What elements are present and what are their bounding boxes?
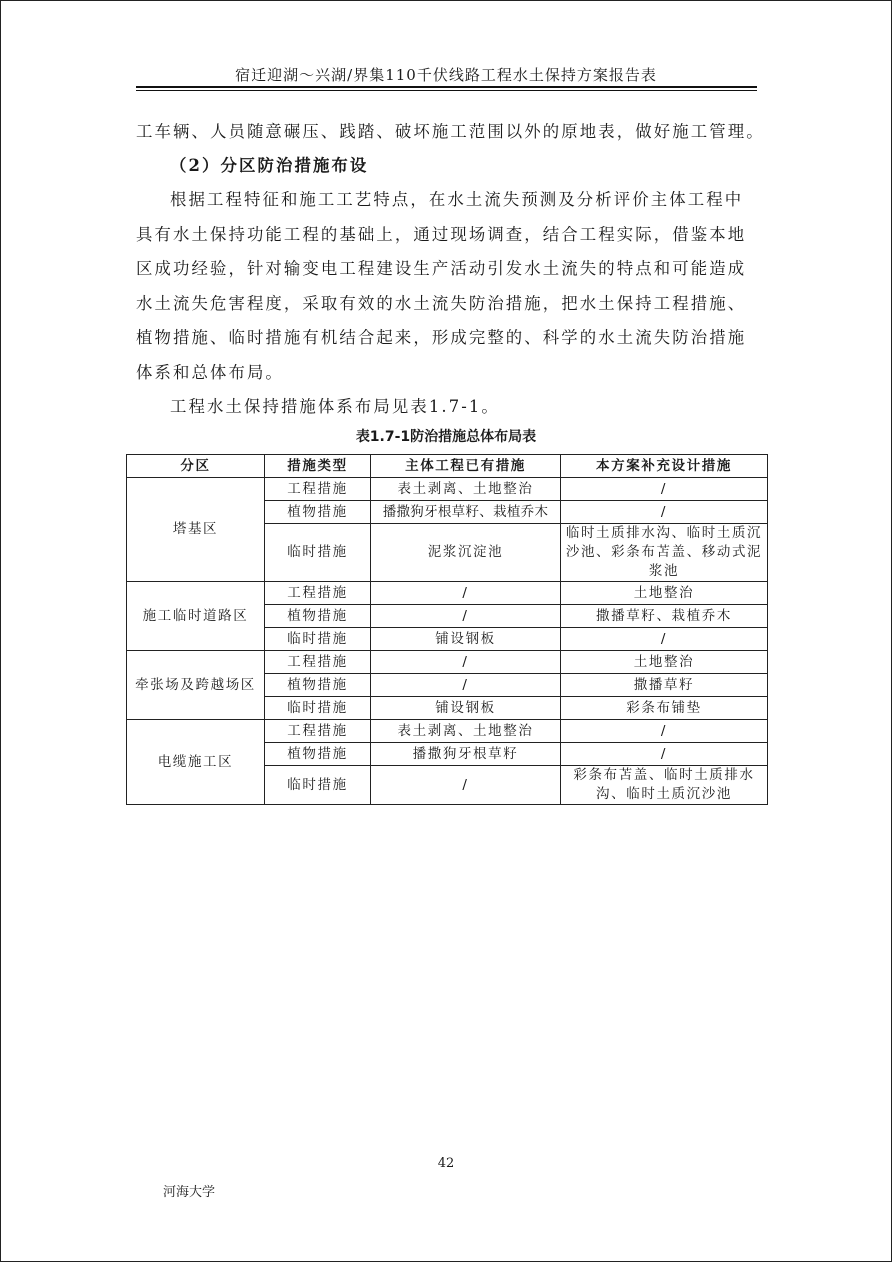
header-measure-type: 措施类型	[265, 455, 371, 478]
paragraph-line: 体系和总体布局。	[136, 363, 284, 382]
table-row	[127, 651, 768, 674]
existing-measure-cell: 播撒狗牙根草籽、栽植乔木	[371, 501, 561, 524]
zone-cell: 塔基区	[127, 478, 265, 582]
header-existing-measures: 主体工程已有措施	[371, 455, 561, 478]
supplement-measure-cell: 土地整治	[561, 582, 768, 605]
existing-measure-cell: /	[371, 605, 561, 628]
table-row	[127, 582, 768, 605]
existing-measure-cell: 铺设钢板	[371, 697, 561, 720]
supplement-measure-cell: 撒播草籽、栽植乔木	[561, 605, 768, 628]
document-header-title: 宿迁迎湖～兴湖/界集110千伏线路工程水土保持方案报告表	[235, 66, 657, 84]
existing-measure-cell: 泥浆沉淀池	[371, 524, 561, 582]
header-supplementary-measures: 本方案补充设计措施	[561, 455, 768, 478]
header-rule-thin	[136, 90, 757, 91]
measure-type-cell: 临时措施	[265, 524, 371, 582]
supplement-measure-cell: 撒播草籽	[561, 674, 768, 697]
measure-type-cell: 临时措施	[265, 628, 371, 651]
zone-cell: 电缆施工区	[127, 720, 265, 805]
existing-measure-cell: /	[371, 766, 561, 805]
supplement-measure-cell: 土地整治	[561, 651, 768, 674]
paragraph-line: 区成功经验，针对输变电工程建设生产活动引发水土流失的特点和可能造成	[136, 259, 747, 278]
supplement-measure-cell: 临时土质排水沟、临时土质沉沙池、彩条布苫盖、移动式泥浆池	[561, 524, 768, 582]
paragraph-line: 具有水土保持功能工程的基础上，通过现场调查，结合工程实际，借鉴本地	[136, 225, 747, 244]
page-number: 42	[437, 1156, 455, 1171]
supplement-measure-cell: /	[561, 720, 768, 743]
measure-type-cell: 工程措施	[265, 582, 371, 605]
zone-cell: 牵张场及跨越场区	[127, 651, 265, 720]
measure-type-cell: 植物措施	[265, 674, 371, 697]
supplement-measure-cell: 彩条布铺垫	[561, 697, 768, 720]
paragraph-line: 根据工程特征和施工工艺特点，在水土流失预测及分析评价主体工程中	[170, 190, 744, 209]
supplement-measure-cell: /	[561, 628, 768, 651]
header-zone: 分区	[127, 455, 265, 478]
zone-cell: 施工临时道路区	[127, 582, 265, 651]
measure-type-cell: 工程措施	[265, 651, 371, 674]
section-heading: （2）分区防治措施布设	[170, 156, 369, 175]
measures-layout-table	[126, 454, 768, 805]
supplement-measure-cell: /	[561, 478, 768, 501]
measure-type-cell: 工程措施	[265, 478, 371, 501]
supplement-measure-cell: /	[561, 501, 768, 524]
existing-measure-cell: 表土剥离、土地整治	[371, 478, 561, 501]
existing-measure-cell: 铺设钢板	[371, 628, 561, 651]
paragraph-line: 植物措施、临时措施有机结合起来，形成完整的、科学的水土流失防治措施	[136, 328, 747, 347]
existing-measure-cell: 表土剥离、土地整治	[371, 720, 561, 743]
measure-type-cell: 植物措施	[265, 501, 371, 524]
footer-organization: 河海大学	[163, 1185, 216, 1200]
header-rule-thick	[136, 86, 757, 88]
measure-type-cell: 临时措施	[265, 766, 371, 805]
measure-type-cell: 植物措施	[265, 743, 371, 766]
existing-measure-cell: /	[371, 651, 561, 674]
table-caption: 表1.7-1防治措施总体布局表	[355, 429, 537, 445]
measure-type-cell: 工程措施	[265, 720, 371, 743]
supplement-measure-cell: /	[561, 743, 768, 766]
measure-type-cell: 临时措施	[265, 697, 371, 720]
table-header-row	[127, 455, 768, 478]
table-row	[127, 478, 768, 501]
measure-type-cell: 植物措施	[265, 605, 371, 628]
existing-measure-cell: /	[371, 582, 561, 605]
paragraph-line: 水土流失危害程度，采取有效的水土流失防治措施，把水土保持工程措施、	[136, 294, 747, 313]
body-line: 工车辆、人员随意碾压、践踏、破坏施工范围以外的原地表，做好施工管理。	[136, 122, 765, 141]
existing-measure-cell: /	[371, 674, 561, 697]
supplement-measure-cell: 彩条布苫盖、临时土质排水沟、临时土质沉沙池	[561, 766, 768, 805]
table-row	[127, 720, 768, 743]
existing-measure-cell: 播撒狗牙根草籽	[371, 743, 561, 766]
table-reference-line: 工程水土保持措施体系布局见表1.7-1。	[170, 397, 500, 416]
